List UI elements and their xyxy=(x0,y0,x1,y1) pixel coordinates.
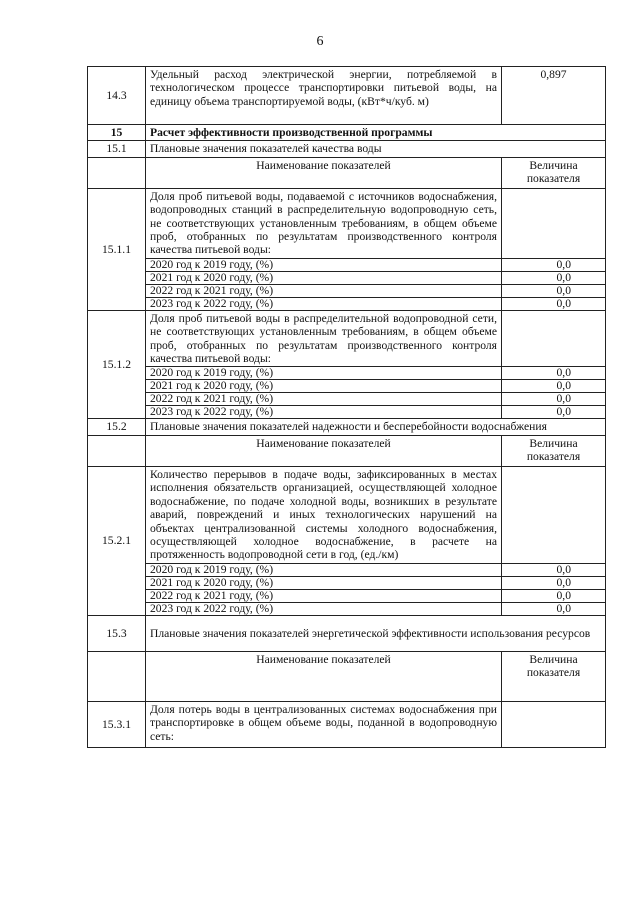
header-value: Величина показателя xyxy=(502,651,606,701)
year-label: 2023 год к 2022 году, (%) xyxy=(146,406,502,419)
year-row xyxy=(88,393,606,406)
year-value: 0,0 xyxy=(502,284,606,297)
year-row xyxy=(88,602,606,615)
year-value: 0,0 xyxy=(502,576,606,589)
year-value: 0,0 xyxy=(502,297,606,310)
production-program-table xyxy=(87,66,606,748)
row-description: Доля проб питьевой воды, подаваемой с источников водоснабжения, водопроводных станций в распределительную водопроводную сеть, не соответствующих установленным требованиям, в общем объеме проб, отобранных по результатам производственного контроля качества питьевой воды: xyxy=(146,188,502,258)
section-number: 15 xyxy=(88,125,146,141)
section-title: Расчет эффективности производственной программы xyxy=(146,125,606,141)
header-value: Величина показателя xyxy=(502,157,606,188)
year-value: 0,0 xyxy=(502,258,606,271)
table-row xyxy=(88,188,606,258)
year-label: 2021 год к 2020 году, (%) xyxy=(146,380,502,393)
year-value: 0,0 xyxy=(502,602,606,615)
year-value: 0,0 xyxy=(502,367,606,380)
year-row xyxy=(88,380,606,393)
header-name: Наименование показателей xyxy=(146,157,502,188)
year-label: 2020 год к 2019 году, (%) xyxy=(146,563,502,576)
year-value: 0,0 xyxy=(502,380,606,393)
year-value: 0,0 xyxy=(502,406,606,419)
header-row xyxy=(88,435,606,466)
subsection-title: Плановые значения показателей надежности и бесперебойности водоснабжения xyxy=(146,419,606,435)
row-description: Удельный расход электрической энергии, потребляемой в технологическом процессе транспортировки питьевой воды, на единицу объема транспортируемой воды, (кВт*ч/куб. м) xyxy=(146,67,502,125)
subsection-number: 15.1 xyxy=(88,141,146,157)
table-row xyxy=(88,466,606,563)
year-row xyxy=(88,367,606,380)
header-name: Наименование показателей xyxy=(146,651,502,701)
year-value: 0,0 xyxy=(502,563,606,576)
header-row xyxy=(88,157,606,188)
row-description: Доля потерь воды в централизованных системах водоснабжения при транспортировке в общем объеме воды, поданной в водопроводную сеть: xyxy=(146,701,502,747)
year-row xyxy=(88,576,606,589)
table-row xyxy=(88,67,606,125)
row-number: 15.1.1 xyxy=(88,188,146,310)
row-description: Количество перерывов в подаче воды, зафиксированных в местах исполнения обязательств организацией, осуществляющей холодное водоснабжение, по подаче холодной воды, возникших в результате аварий, повреждений и иных технологических нарушений на объектах централизованной системы холодного водоснабжения, осуществляющей холодное водоснабжение, в расчете на протяженность водопроводной сети в год, (ед./км) xyxy=(146,466,502,563)
section-row xyxy=(88,125,606,141)
year-label: 2021 год к 2020 году, (%) xyxy=(146,271,502,284)
subsection-row xyxy=(88,141,606,157)
table-row xyxy=(88,701,606,747)
year-value: 0,0 xyxy=(502,271,606,284)
page-number: 6 xyxy=(316,34,324,49)
year-value: 0,0 xyxy=(502,393,606,406)
year-label: 2023 год к 2022 году, (%) xyxy=(146,297,502,310)
header-row xyxy=(88,651,606,701)
year-label: 2022 год к 2021 году, (%) xyxy=(146,589,502,602)
subsection-row xyxy=(88,615,606,651)
year-row xyxy=(88,284,606,297)
year-label: 2022 год к 2021 году, (%) xyxy=(146,284,502,297)
year-row xyxy=(88,271,606,284)
subsection-title: Плановые значения показателей энергетической эффективности использования ресурсов xyxy=(146,615,606,651)
subsection-number: 15.3 xyxy=(88,615,146,651)
table-row xyxy=(88,310,606,367)
year-row xyxy=(88,406,606,419)
header-name: Наименование показателей xyxy=(146,435,502,466)
year-label: 2020 год к 2019 году, (%) xyxy=(146,367,502,380)
row-number: 15.2.1 xyxy=(88,466,146,615)
row-number: 15.3.1 xyxy=(88,701,146,747)
row-number: 14.3 xyxy=(88,67,146,125)
subsection-number: 15.2 xyxy=(88,419,146,435)
year-row xyxy=(88,563,606,576)
row-description: Доля проб питьевой воды в распределительной водопроводной сети, не соответствующих установленным требованиям, в общем объеме проб, отобранных по результатам производственного контроля качества питьевой воды: xyxy=(146,310,502,367)
year-label: 2022 год к 2021 году, (%) xyxy=(146,393,502,406)
subsection-row xyxy=(88,419,606,435)
header-value: Величина показателя xyxy=(502,435,606,466)
year-row xyxy=(88,297,606,310)
year-value: 0,0 xyxy=(502,589,606,602)
row-number: 15.1.2 xyxy=(88,310,146,419)
year-label: 2021 год к 2020 году, (%) xyxy=(146,576,502,589)
year-row xyxy=(88,589,606,602)
year-row xyxy=(88,258,606,271)
year-label: 2020 год к 2019 году, (%) xyxy=(146,258,502,271)
year-label: 2023 год к 2022 году, (%) xyxy=(146,602,502,615)
subsection-title: Плановые значения показателей качества воды xyxy=(146,141,606,157)
row-value: 0,897 xyxy=(502,67,606,125)
